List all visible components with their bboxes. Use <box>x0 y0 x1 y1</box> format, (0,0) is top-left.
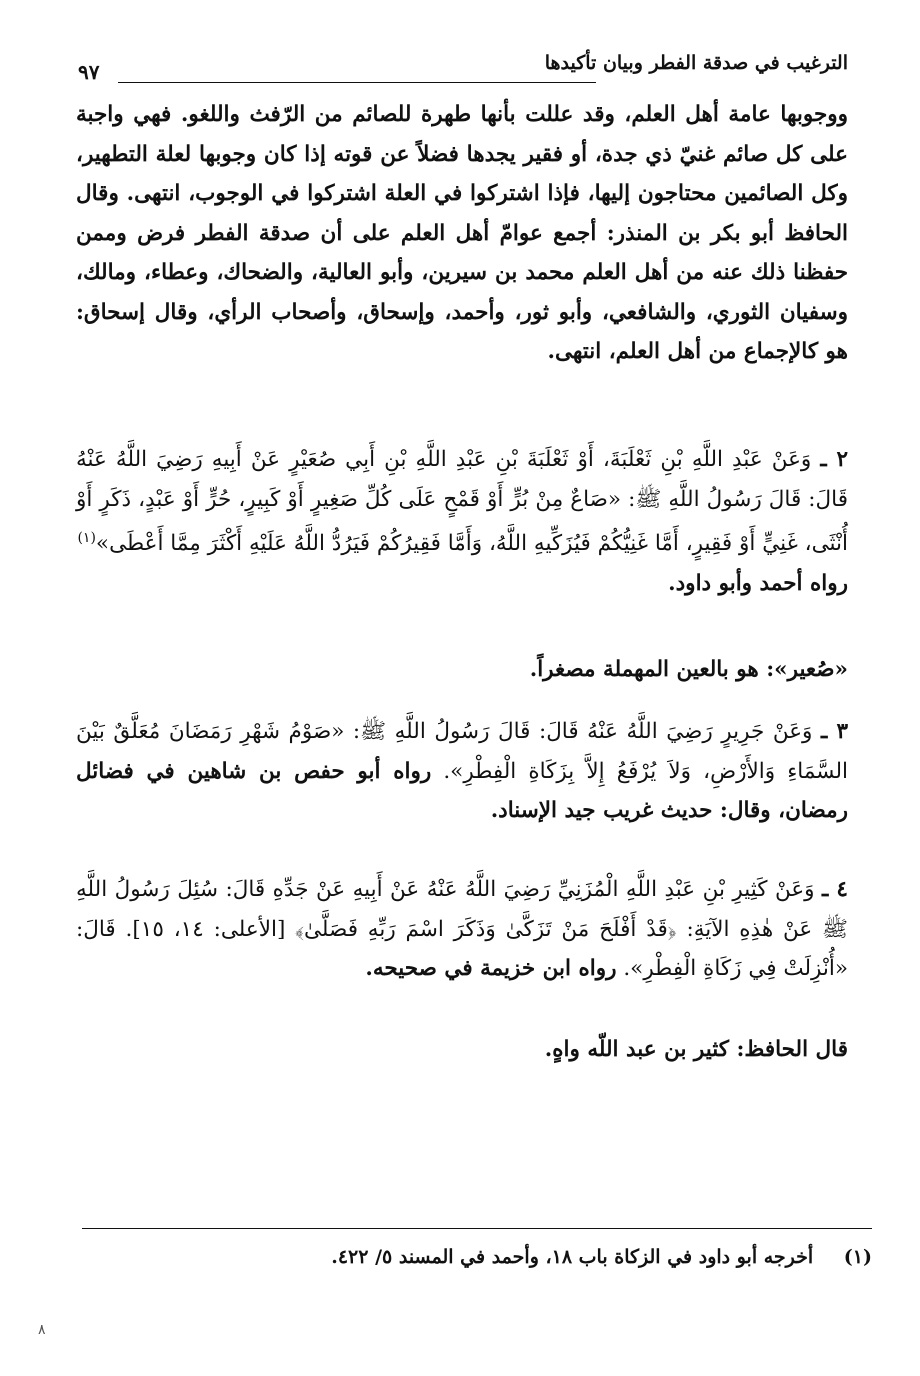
hadith-text: وَعَنْ كَثِيرِ بْنِ عَبْدِ اللَّهِ الْمُزَنِيِّ رَضِيَ اللَّهُ عَنْهُ عَنْ أَبِيهِ عَنْ جَدِّهِ قَالَ: سُئِلَ رَسُولُ اللَّهِ ﷺ عَنْ هٰذِهِ الآيَةِ: ﴿قَدْ أَفْلَحَ مَنْ تَزَكَّىٰ وَذَكَرَ اسْمَ رَبِّهِ فَصَلَّىٰ﴾ [الأعلى: ١٤، ١٥]. قَالَ: «أُنْزِلَتْ فِي زَكَاةِ الْفِطْرِ». <box>76 877 849 981</box>
footnote-rule <box>82 1228 872 1229</box>
note-suayr: «صُعير»: هو بالعين المهملة مصغراً. <box>529 657 848 682</box>
margin-mark: ٨ <box>38 1322 46 1338</box>
footnote-reference: (١) <box>77 530 96 546</box>
hadith-4 <box>76 870 848 989</box>
hadith-text: وَعَنْ جَرِيرٍ رَضِيَ اللَّهُ عَنْهُ قَالَ: قَالَ رَسُولُ اللَّهِ ﷺ: «صَوْمُ شَهْرِ رَمَضَانَ مُعَلَّقٌ بَيْنَ السَّمَاءِ وَالأَرْضِ، وَلاَ يُرْفَعُ إِلاَّ بِزَكَاةِ الْفِطْرِ». <box>76 719 848 784</box>
running-header-title: الترغيب في صدقة الفطر وبيان تأكيدها <box>544 52 848 74</box>
hadith-number: ٤ ـ <box>822 877 848 902</box>
hadith-text: وَعَنْ عَبْدِ اللَّهِ بْنِ ثَعْلَبَةَ، أَوْ ثَعْلَبَةَ بْنِ عَبْدِ اللَّهِ بْنِ أَبِي صُعَيْرٍ عَنْ أَبِيهِ رَضِيَ اللَّهُ عَنْهُ قَالَ: قَالَ رَسُولُ اللَّهِ ﷺ: «صَاعٌ مِنْ بُرٍّ أَوْ قَمْحٍ عَلَى كُلِّ صَغِيرٍ أَوْ كَبِيرٍ، حُرٍّ أَوْ عَبْدٍ، ذَكَرٍ أَوْ أُنْثَى، غَنِيٍّ أَوْ فَقِيرٍ، أَمَّا غَنِيُّكُمْ فَيُزَكِّيهِ اللَّهُ، وَأَمَّا فَقِيرُكُمْ فَيَرُدُّ اللَّهُ عَلَيْهِ أَكْثَرَ مِمَّا أَعْطَى» <box>76 447 848 557</box>
hadith-number: ٣ ـ <box>820 719 848 744</box>
footnote-number: (١) <box>843 1246 872 1268</box>
note-hafiz: قال الحافظ: كثير بن عبد اللّه واهٍ. <box>544 1037 848 1062</box>
hadith-source: رواه أحمد وأبو داود. <box>668 570 848 596</box>
footnote <box>76 1240 872 1274</box>
footnote-text: أخرجه أبو داود في الزكاة باب ١٨، وأحمد في المسند ٥/ ٤٢٢. <box>331 1246 814 1268</box>
hadith-3 <box>76 712 848 831</box>
hadith-number: ٢ ـ <box>820 447 848 472</box>
intro-paragraph: ووجوبها عامة أهل العلم، وقد عللت بأنها طهرة للصائم من الرّفث واللغو. فهي واجبة على كل صائم غنيّ ذي جدة، أو فقير يجدها فضلاً عن قوته إذا كان وجوبها لعلة التطهير، وكل الصائمين محتاجون إليها، فإذا اشتركوا في العلة اشتركوا في الوجوب، انتهى. وقال الحافظ أبو بكر بن المنذر: أجمع عوامّ أهل العلم على أن صدقة الفطر فرض وممن حفظنا ذلك عنه من أهل العلم محمد بن سيرين، وأبو العالية، والضحاك، وعطاء، ومالك، وسفيان الثوري، والشافعي، وأبو ثور، وأحمد، وإسحاق، وأصحاب الرأي، وقال إسحاق: هو كالإجماع من أهل العلم، انتهى. <box>76 102 848 364</box>
page-number: ٩٧ <box>78 60 100 84</box>
hadith-2 <box>76 440 848 603</box>
hadith-source: رواه أبو حفص بن شاهين في فضائل رمضان، وقال: حديث غريب جيد الإسناد. <box>76 758 848 823</box>
header-rule <box>118 82 596 83</box>
hadith-source: رواه ابن خزيمة في صحيحه. <box>365 956 617 981</box>
